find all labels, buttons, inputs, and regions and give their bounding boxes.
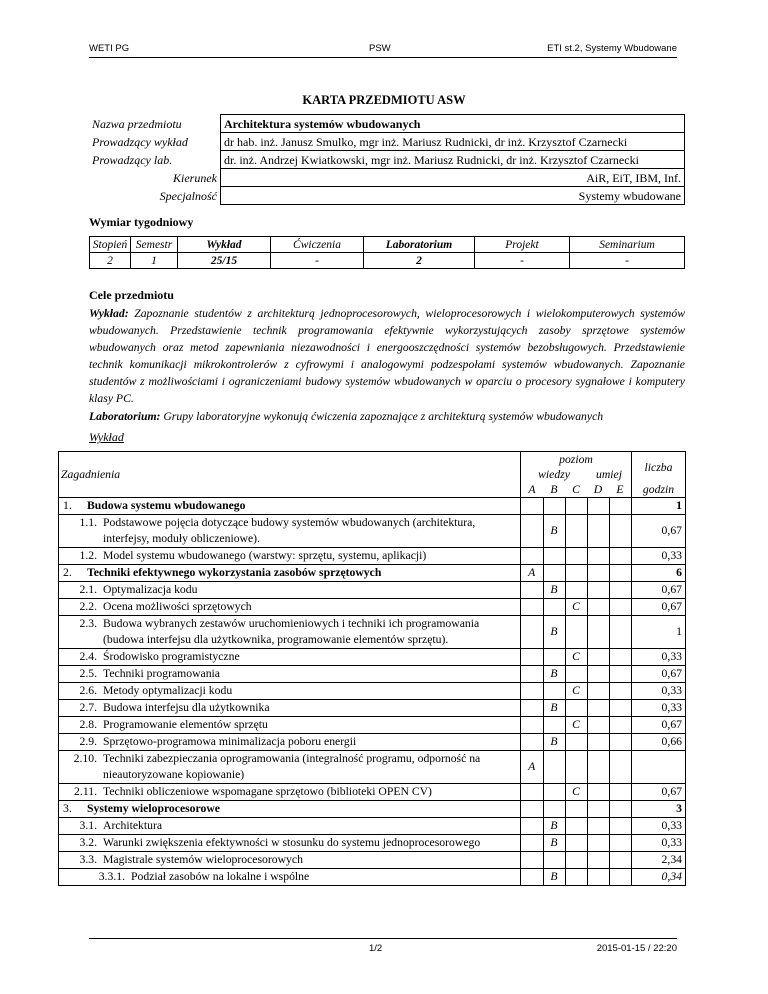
topic-number: 2.4. [79, 650, 97, 663]
cele-lab-label: Laboratorium: [89, 410, 161, 423]
topic-number: 2.3. [79, 617, 97, 630]
level-cell-c [565, 565, 587, 582]
level-cell-a [521, 599, 544, 616]
topic-number: 1.2. [79, 549, 97, 562]
topic-cell [59, 818, 521, 835]
info-label: Kierunek [89, 169, 221, 187]
header-left: WETI PG [89, 43, 130, 54]
level-cell-d [587, 616, 609, 649]
wymiar-value: - [475, 253, 570, 269]
wymiar-value: 2 [90, 253, 131, 269]
level-cell-e [609, 818, 632, 835]
level-cell-c: C [565, 683, 587, 700]
wymiar-header: Semestr [131, 237, 178, 253]
level-cell-a [521, 666, 544, 683]
level-cell-c [565, 582, 587, 599]
level-header: E [609, 482, 632, 498]
topic-text: Architektura [103, 819, 163, 832]
level-cell-d [587, 751, 609, 784]
level-cell-d [587, 498, 609, 515]
topic-number: 1. [63, 499, 72, 512]
cele-wyklad-label: Wykład: [89, 307, 129, 320]
wymiar-header-row [90, 237, 685, 253]
wymiar-heading: Wymiar tygodniowy [89, 215, 194, 229]
info-label: Prowadzący wykład [89, 133, 221, 151]
level-cell-d [587, 784, 609, 801]
wymiar-table [89, 236, 685, 269]
hours-cell: 0,67 [632, 582, 686, 599]
cele-wyklad-paragraph [89, 305, 685, 407]
info-row [89, 133, 685, 151]
level-cell-c [565, 751, 587, 784]
level-cell-e [609, 683, 632, 700]
info-row [89, 169, 685, 187]
topic-row [59, 666, 686, 683]
info-value: AiR, EiT, IBM, Inf. [221, 169, 685, 187]
document-title: KARTA PRZEDMIOTU ASW [302, 93, 466, 107]
page-header [89, 43, 677, 58]
hours-cell: 0,67 [632, 717, 686, 734]
level-cell-b [543, 717, 565, 734]
zag-header-row [59, 452, 686, 468]
level-cell-d [587, 869, 609, 886]
level-cell-c [565, 666, 587, 683]
topic-row [59, 717, 686, 734]
level-cell-a [521, 717, 544, 734]
level-header: C [572, 483, 580, 496]
topic-text: Metody optymalizacji kodu [103, 684, 233, 697]
level-cell-b [543, 683, 565, 700]
level-cell-d [587, 734, 609, 751]
topic-number: 3.1. [79, 819, 97, 832]
topic-cell [59, 700, 521, 717]
wymiar-header: Ćwiczenia [271, 237, 364, 253]
zagadnienia-table [58, 451, 686, 886]
cele-lab-paragraph [89, 408, 685, 425]
header-center: PSW [369, 43, 391, 54]
level-cell-b [543, 565, 565, 582]
zagadnienia-body [59, 498, 686, 886]
hours-cell: 0,33 [632, 818, 686, 835]
cele-wyklad-text: Zapoznanie studentów z architekturą jednoprocesorowych, wieloprocesorowych i wielokomputerowych systemów wbudowanych. Przedstawienie technik programowania efektywnie wykorzystujących zasoby sprzętowe systemów wbudowanych oraz metod zapewniania niezawodności i energooszczędności systemów bezobsługowych. Przedstawienie technik komunikacji mikrokontrolerów z cyfrowymi i analogowymi podzespołami systemów wbudowanych. Zapoznanie studentów z możliwościami i ograniczeniami budowy systemów wbudowanych w oparciu o procesory sygnałowe i komputery klasy PC. [89, 307, 685, 405]
hours-cell: 6 [632, 565, 686, 582]
topic-cell [59, 565, 521, 582]
wymiar-value: 2 [364, 253, 475, 269]
info-label: Prowadzący lab. [89, 151, 221, 169]
hours-cell: 2,34 [632, 852, 686, 869]
wymiar-value: - [271, 253, 364, 269]
level-cell-e [609, 869, 632, 886]
cele-lab-text: Grupy laboratoryjne wykonują ćwiczenia zapoznające z architekturą systemów wbudowanych [163, 410, 604, 423]
level-cell-c [565, 835, 587, 852]
topic-text: Sprzętowo-programowa minimalizacja poboru energii [103, 735, 357, 748]
level-cell-e [609, 835, 632, 852]
col-topic-header: Zagadnienia [59, 452, 521, 498]
topic-cell [59, 616, 521, 649]
level-cell-b: B [543, 616, 565, 649]
level-cell-d [587, 599, 609, 616]
topic-row [59, 818, 686, 835]
hours-cell: 0,67 [632, 599, 686, 616]
hours-cell: 0,33 [632, 548, 686, 565]
wymiar-value: - [570, 253, 685, 269]
hours-cell: 0,66 [632, 734, 686, 751]
level-cell-a [521, 683, 544, 700]
level-cell-b [543, 852, 565, 869]
level-cell-d [587, 666, 609, 683]
topic-number: 2.2. [79, 600, 97, 613]
level-cell-d [587, 515, 609, 548]
topic-text: Budowa wybranych zestawów uruchomieniowych i techniki ich programowania (budowa interfejsu dla użytkownika, programowanie elementów sprzętu). [103, 617, 480, 646]
topic-row [59, 835, 686, 852]
level-cell-c [565, 548, 587, 565]
level-cell-c [565, 498, 587, 515]
level-cell-b [543, 498, 565, 515]
info-value: dr. inż. Andrzej Kwiatkowski, mgr inż. Mariusz Rudnicki, dr inż. Krzysztof Czarnecki [221, 151, 685, 169]
topic-number: 2.7. [79, 701, 97, 714]
topic-cell [59, 801, 521, 818]
level-cell-b: B [543, 582, 565, 599]
level-cell-d [587, 582, 609, 599]
level-cell-e [609, 599, 632, 616]
level-cell-c: C [565, 784, 587, 801]
topic-cell [59, 599, 521, 616]
level-cell-e [609, 498, 632, 515]
hours-cell: 0,67 [632, 666, 686, 683]
hours-cell: 0,33 [632, 649, 686, 666]
topic-cell [59, 649, 521, 666]
header-right: ETI st.2, Systemy Wbudowane [547, 43, 677, 54]
hours-cell: 3 [632, 801, 686, 818]
topic-text: Techniki efektywnego wykorzystania zasobów sprzętowych [87, 566, 382, 579]
level-cell-d [587, 835, 609, 852]
course-info-table [89, 114, 685, 205]
topic-cell [59, 852, 521, 869]
info-label: Specjalność [89, 187, 221, 205]
topic-cell [59, 835, 521, 852]
topic-row [59, 869, 686, 886]
level-cell-c [565, 700, 587, 717]
level-cell-a [521, 515, 544, 548]
level-cell-e [609, 548, 632, 565]
topic-number: 2.1. [79, 583, 97, 596]
topic-number: 2.8. [79, 718, 97, 731]
level-cell-a [521, 835, 544, 852]
level-cell-b: B [543, 666, 565, 683]
topic-text: Podział zasobów na lokalne i wspólne [131, 870, 310, 883]
topic-number: 2. [63, 566, 72, 579]
level-cell-d [587, 801, 609, 818]
topic-cell [59, 515, 521, 548]
topic-cell [59, 717, 521, 734]
level-cell-e [609, 717, 632, 734]
level-cell-b [543, 649, 565, 666]
level-cell-d [587, 700, 609, 717]
level-cell-b [543, 599, 565, 616]
wymiar-header: Wykład [178, 237, 271, 253]
topic-row [59, 734, 686, 751]
topic-text: Systemy wieloprocesorowe [87, 802, 220, 815]
level-cell-a [521, 548, 544, 565]
info-row [89, 115, 685, 133]
info-label: Nazwa przedmiotu [89, 115, 221, 133]
level-cell-a [521, 616, 544, 649]
topic-number: 2.11. [74, 785, 97, 798]
level-cell-d [587, 565, 609, 582]
topic-row [59, 784, 686, 801]
topic-cell [59, 683, 521, 700]
topic-text: Magistrale systemów wieloprocesorowych [103, 853, 303, 866]
topic-number: 1.1. [79, 516, 97, 529]
level-cell-c [565, 852, 587, 869]
level-cell-b: B [543, 700, 565, 717]
info-value: Architektura systemów wbudowanych [221, 115, 685, 133]
topic-row [59, 751, 686, 784]
hours-cell: 0,33 [632, 683, 686, 700]
level-cell-a [521, 801, 544, 818]
topic-cell [59, 666, 521, 683]
topic-row [59, 801, 686, 818]
topic-cell [59, 784, 521, 801]
level-cell-d [587, 852, 609, 869]
level-cell-c [565, 515, 587, 548]
topic-text: Optymalizacja kodu [103, 583, 198, 596]
topic-cell [59, 869, 521, 886]
level-header: B [550, 483, 558, 496]
topic-row [59, 852, 686, 869]
topic-text: Warunki zwiększenia efektywności w stosunku do systemu jednoprocesorowego [103, 836, 481, 849]
info-value: dr hab. inż. Janusz Smulko, mgr inż. Mariusz Rudnicki, dr inż. Krzysztof Czarnecki [221, 133, 685, 151]
topic-cell [59, 548, 521, 565]
page-footer [89, 938, 677, 957]
topic-number: 3. [63, 802, 72, 815]
level-cell-c: C [565, 717, 587, 734]
topic-row [59, 599, 686, 616]
level-cell-e [609, 801, 632, 818]
level-cell-a [521, 700, 544, 717]
wyklad-heading: Wykład [89, 430, 124, 444]
level-cell-a [521, 852, 544, 869]
level-cell-c [565, 734, 587, 751]
hours-cell: 0,67 [632, 515, 686, 548]
hours-cell: 0,67 [632, 784, 686, 801]
topic-text: Budowa interfejsu dla użytkownika [103, 701, 270, 714]
level-cell-b [543, 548, 565, 565]
level-cell-a [521, 784, 544, 801]
level-cell-e [609, 582, 632, 599]
level-cell-a: A [521, 565, 544, 582]
topic-text: Techniki programowania [103, 667, 220, 680]
level-cell-c [565, 801, 587, 818]
level-cell-d [587, 548, 609, 565]
wymiar-header: Stopień [90, 237, 131, 253]
level-cell-c [565, 818, 587, 835]
topic-text: Techniki obliczeniowe wspomagane sprzętowo (biblioteki OPEN CV) [103, 785, 432, 798]
topic-number: 3.3. [79, 853, 97, 866]
level-cell-a [521, 649, 544, 666]
level-cell-a [521, 582, 544, 599]
col-umiej-header: umiej [587, 467, 632, 482]
level-cell-b: B [543, 515, 565, 548]
level-cell-b: B [543, 734, 565, 751]
wymiar-header: Laboratorium [364, 237, 475, 253]
topic-number: 3.3.1. [98, 870, 125, 883]
level-cell-d [587, 818, 609, 835]
level-cell-e [609, 565, 632, 582]
topic-text: Środowisko programistyczne [103, 650, 240, 663]
topic-row [59, 515, 686, 548]
level-cell-b: B [543, 818, 565, 835]
topic-cell [59, 734, 521, 751]
topic-row [59, 565, 686, 582]
level-cell-c [565, 616, 587, 649]
wymiar-value: 1 [131, 253, 178, 269]
topic-cell [59, 498, 521, 515]
topic-row [59, 548, 686, 565]
col-liczba-header: liczba [632, 452, 686, 483]
level-header: D [593, 483, 603, 496]
topic-row [59, 700, 686, 717]
level-cell-b [543, 801, 565, 818]
hours-cell: 0,34 [632, 869, 686, 886]
info-value: Systemy wbudowane [221, 187, 685, 205]
level-cell-e [609, 784, 632, 801]
topic-text: Podstawowe pojęcia dotyczące budowy systemów wbudowanych (architektura, interfejsy, moduły obliczeniowe). [103, 516, 476, 545]
level-cell-c [565, 869, 587, 886]
level-cell-a [521, 818, 544, 835]
level-cell-e [609, 616, 632, 649]
hours-cell: 0,33 [632, 835, 686, 852]
topic-number: 2.9. [79, 735, 97, 748]
level-cell-e [609, 751, 632, 784]
topic-cell [59, 751, 521, 784]
level-cell-d [587, 649, 609, 666]
topic-number: 3.2. [79, 836, 97, 849]
level-cell-e [609, 700, 632, 717]
level-cell-d [587, 683, 609, 700]
topic-text: Budowa systemu wbudowanego [87, 499, 246, 512]
wymiar-header: Projekt [475, 237, 570, 253]
topic-number: 2.10. [73, 752, 97, 765]
wymiar-header: Seminarium [570, 237, 685, 253]
level-cell-d [587, 717, 609, 734]
cele-heading: Cele przedmiotu [89, 288, 174, 302]
level-cell-b: B [543, 869, 565, 886]
level-header: A [528, 483, 536, 496]
level-cell-a [521, 869, 544, 886]
footer-page: 1/2 [369, 943, 383, 954]
topic-row [59, 649, 686, 666]
topic-text: Ocena możliwości sprzętowych [103, 600, 252, 613]
level-cell-e [609, 666, 632, 683]
topic-text: Techniki zabezpieczania oprogramowania (integralność programu, odporność na nieautoryzowane kopiowanie) [103, 752, 481, 781]
level-cell-e [609, 734, 632, 751]
hours-cell: 1 [632, 616, 686, 649]
col-poziom-header: poziom [521, 452, 632, 468]
level-cell-c: C [565, 649, 587, 666]
wymiar-value-row [90, 253, 685, 269]
topic-number: 2.5. [79, 667, 97, 680]
info-row [89, 151, 685, 169]
level-cell-b: B [543, 835, 565, 852]
hours-cell: 0,33 [632, 700, 686, 717]
topic-text: Programowanie elementów sprzętu [103, 718, 268, 731]
level-cell-b [543, 751, 565, 784]
topic-row [59, 498, 686, 515]
level-cell-a [521, 734, 544, 751]
topic-text: Model systemu wbudowanego (warstwy: sprzętu, systemu, aplikacji) [103, 549, 427, 562]
topic-row [59, 616, 686, 649]
topic-row [59, 683, 686, 700]
level-cell-c: C [565, 599, 587, 616]
info-row [89, 187, 685, 205]
wymiar-value: 25/15 [178, 253, 271, 269]
hours-cell [632, 751, 686, 784]
level-cell-a: A [521, 751, 544, 784]
col-wiedzy-header: wiedzy [538, 468, 570, 481]
hours-cell: 1 [632, 498, 686, 515]
topic-number: 2.6. [79, 684, 97, 697]
level-cell-e [609, 852, 632, 869]
topic-row [59, 582, 686, 599]
level-cell-a [521, 498, 544, 515]
col-godzin-header: godzin [632, 482, 686, 498]
footer-date: 2015-01-15 / 22:20 [596, 943, 677, 954]
level-cell-e [609, 649, 632, 666]
level-cell-b [543, 784, 565, 801]
level-cell-e [609, 515, 632, 548]
topic-cell [59, 582, 521, 599]
